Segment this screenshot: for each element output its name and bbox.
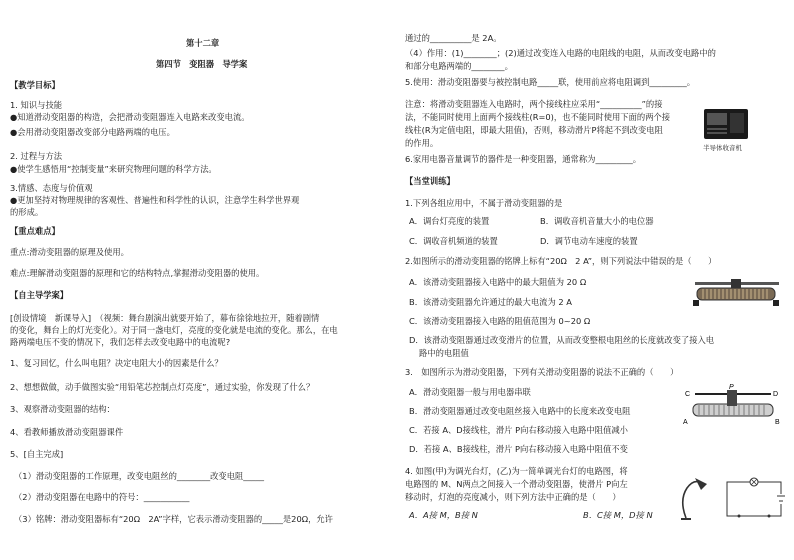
function-line: （4）作用：(1)________；(2)通过改变连入电路的电阻线的电阻，从而改变电路中的 [405, 48, 716, 58]
practice-3: 3. 如图所示为滑动变阻器，下列有关滑动变阻器的说法不正确的（ ） [405, 367, 679, 377]
practice-2-d-line2: 路中的电阻值 [419, 348, 469, 358]
radio-caption: 半导体收音机 [703, 144, 742, 152]
practice-2-b: B．该滑动变阻器允许通过的最大电流为 2 A [409, 297, 572, 307]
question-5-2: （2）滑动变阻器在电路中的符号：___________ [14, 492, 190, 502]
practice-2: 2.如图所示的滑动变阻器的铭牌上标有“20Ω 2 A”，则下列说法中错误的是（ ） [405, 256, 717, 266]
slider-p-label: P [729, 384, 734, 391]
goal3-title: 3.情感、态度与价值观 [10, 183, 93, 193]
terminal-a-label: A [683, 419, 688, 426]
right-column [397, 0, 794, 560]
goal1-b: ●会用滑动变阻器改变部分电路两端的电压。 [10, 127, 175, 137]
key-heading: 【重点难点】 [10, 226, 60, 236]
practice-heading: 【当堂训练】 [405, 176, 455, 186]
practice-4-line3: 移动时，灯泡的亮度减小，则下列方法中正确的是（ ） [405, 492, 621, 502]
practice-2-d-line1: D．该滑动变阻器通过改变滑片的位置，从而改变整根电阻丝的长度就改变了接入电 [409, 335, 715, 345]
rheostat-illustration [691, 276, 783, 308]
question-5: 5、[自主完成] [10, 449, 64, 459]
volume-control-line: 6.家用电器音量调节的器件是一种变阻器，通常称为_________。 [405, 154, 642, 164]
terminal-c-label: C [685, 391, 691, 398]
practice-1-b: B．调收音机音量大小的电位器 [540, 216, 654, 226]
goal3-a1: ●更加坚持对物理规律的客观性、普遍性和科学性的认识，注意学生科学世界观 [10, 195, 300, 205]
radio-illustration [703, 108, 749, 142]
lamp-circuit-illustration [673, 470, 787, 526]
question-1: 1、复习回忆，什么叫电阻？决定电阻大小的因素是什么？ [10, 358, 223, 368]
usage-line: 5.使用：滑动变阻器要与被控制电路_____联，使用前应将电阻调到_________。 [405, 77, 696, 87]
key-point: 重点:滑动变阻器的原理及使用。 [10, 247, 129, 257]
rheostat-current-line: 通过的__________是 2A。 [405, 33, 502, 43]
intro-line3: 路两端电压不变的情况下，我们怎样去改变电路中的电流呢? [10, 337, 231, 347]
function-line-2: 和部分电路两端的________。 [405, 61, 513, 71]
goal1-title: 1. 知识与技能 [10, 100, 63, 110]
practice-4-a: A．A接 M，B接 N [409, 510, 478, 520]
question-2: 2、想想做做，动手做图实验“用铅笔芯控制点灯亮度”，通过实验，你发现了什么？ [10, 382, 315, 392]
difficulty: 难点:理解滑动变阻器的原理和它的结构特点,掌握滑动变阻器的使用。 [10, 268, 265, 278]
chapter-title: 第十二章 [186, 38, 220, 48]
goal3-a2: 的形成。 [10, 207, 44, 217]
goal2-title: 2. 过程与方法 [10, 151, 63, 161]
terminal-b-label: B [775, 419, 780, 426]
intro-line1: [创设情境 新课导入] （视频：舞台剧演出就要开始了，幕布徐徐地拉开，随着剧情 [10, 313, 320, 323]
note-line1: 注意：将滑动变阻器连入电路时，两个接线柱应采用“__________”的接 [405, 99, 663, 109]
goal1-a: ●知道滑动变阻器的构造，会把滑动变阻器连入电路来改变电流。 [10, 112, 250, 122]
practice-1: 1.下列各组应用中，不属于滑动变阻器的是 [405, 198, 563, 208]
practice-2-a: A．该滑动变阻器接入电路中的最大阻值为 20 Ω [409, 277, 587, 287]
practice-3-d: D．若接 A、B接线柱，滑片 P向右移动接入电路中阻值不变 [409, 444, 628, 454]
note-line2: 法，不能同时使用上面两个接线柱(R=0)，也不能同时使用下面的两个接 [405, 112, 671, 122]
section-title: 第四节 变阻器 导学案 [156, 59, 248, 69]
note-line3: 线柱(R为定值电阻，即最大阻值)，否则，移动滑片P将起不到改变电阻 [405, 125, 663, 135]
goal2-a: ●使学生感悟用“控制变量”来研究物理问题的科学方法。 [10, 164, 217, 174]
practice-3-b: B．滑动变阻器通过改变电阻丝接入电路中的长度来改变电阻 [409, 406, 631, 416]
question-5-1: （1）滑动变阻器的工作原理，改变电阻丝的________改变电阻_____ [14, 471, 265, 481]
practice-1-d: D．调节电动车速度的装置 [540, 236, 638, 246]
practice-3-c: C．若接 A、D接线柱，滑片 P向右移动接入电路中阻值减小 [409, 425, 628, 435]
rheostat-diagram [681, 384, 783, 428]
practice-4-line2: 电路图的 M、N两点之间接入一个滑动变阻器，使滑片 P向左 [405, 479, 628, 489]
practice-1-a: A．调台灯亮度的装置 [409, 216, 490, 226]
question-5-3: （3）铭牌：滑动变阻器标有“20Ω 2A”字样，它表示滑动变阻器的_____是20Ω，允许 [14, 514, 333, 524]
practice-1-c: C．调收音机频道的装置 [409, 236, 498, 246]
note-line4: 的作用。 [405, 138, 439, 148]
practice-4-b: B．C接 M，D接 N [583, 510, 653, 520]
question-4: 4、看教师播放滑动变阻器课件 [10, 427, 124, 437]
practice-2-c: C．该滑动变阻器接入电路的阻值范围为 0~20 Ω [409, 316, 591, 326]
intro-line2: 的变化，舞台上的灯光变化）。对于同一盏电灯，亮度的变化就是电流的变化。那么，在电 [10, 325, 338, 335]
self-heading: 【自主导学案】 [10, 290, 69, 300]
terminal-d-label: D [773, 391, 779, 398]
practice-3-a: A．滑动变阻器一般与用电器串联 [409, 387, 531, 397]
question-3: 3、观察滑动变阻器的结构： [10, 404, 115, 414]
goals-heading: 【教学目标】 [10, 80, 60, 90]
practice-4-line1: 4. 如图(甲)为调光台灯，(乙)为一简单调光台灯的电路图，将 [405, 466, 628, 476]
